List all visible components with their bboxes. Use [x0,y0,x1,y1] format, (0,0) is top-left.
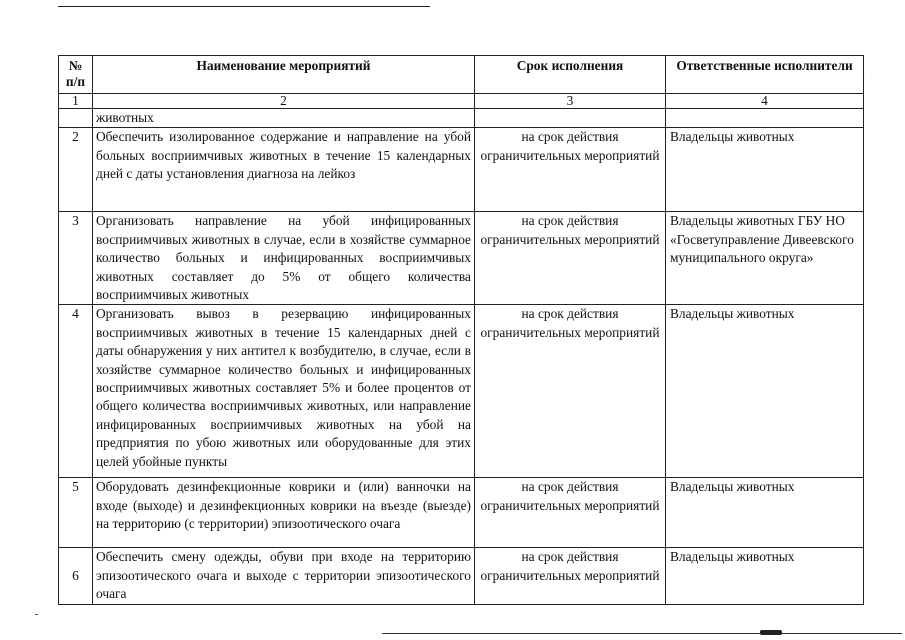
measure-cell: Оборудовать дезинфекционные коврики и (или) ванночки на входе (выходе) и дезинфекционных коврики на въезде (выезде) на территорию (с территории) эпизоотического очага [93,478,475,548]
term-cell: на срок действия ограничительных мероприятий [475,128,666,212]
term-cell: на срок действия ограничительных мероприятий [475,548,666,604]
margin-mark: : [862,70,866,82]
index-row [59,94,864,109]
table-row [59,548,864,604]
index-cell: 1 [59,94,93,109]
measure-cell: животных [93,109,475,128]
measures-table [58,55,864,605]
term-cell: на срок действия ограничительных мероприятий [475,478,666,548]
bottom-rule [382,633,902,634]
table-row [59,128,864,212]
measure-cell: Организовать вывоз в резервацию инфицированных восприимчивых животных в течение 15 календарных дней с даты обнаружения у них антител к возбудителю, в случае, если в хозяйстве суммарное количество больных и инфицированных восприимчивых животных составляет 5% и более процентов от общего количества восприимчивых животных, или направление инфицированных восприимчивых животных на убой на предприятия по убою животных или оборудованные для этих целей убойные пункты [93,305,475,478]
index-cell: 3 [475,94,666,109]
header-num: № п/п [59,56,93,94]
table-row [59,305,864,478]
term-cell: на срок действия ограничительных мероприятий [475,212,666,305]
term-cell [475,109,666,128]
header-resp: Ответственные исполнители [666,56,864,94]
num-cell: 3 [59,212,93,305]
measure-cell: Обеспечить изолированное содержание и направление на убой больных восприимчивых животных в течение 15 календарных дней с даты установления диагноза на лейкоз [93,128,475,212]
scan-mark [760,630,782,635]
header-term: Срок исполнения [475,56,666,94]
table-row-continuation [59,109,864,128]
index-cell: 4 [666,94,864,109]
top-rule [58,6,430,7]
measure-cell: Обеспечить смену одежды, обуви при входе на территорию эпизоотического очага и выходе с территории эпизоотического очага [93,548,475,604]
num-cell: 4 [59,305,93,478]
resp-cell: Владельцы животных ГБУ НО «Госветуправление Дивеевского муниципального округа» [666,212,864,305]
num-cell [59,109,93,128]
header-name: Наименование мероприятий [93,56,475,94]
resp-cell: Владельцы животных [666,128,864,212]
scan-speck [35,614,38,615]
resp-cell: Владельцы животных [666,548,864,604]
num-cell: 5 [59,478,93,548]
header-row [59,56,864,94]
measure-cell: Организовать направление на убой инфицированных восприимчивых животных в случае, если в хозяйстве суммарное количество больных и инфицированных восприимчивых животных составляет до 5% от общего количества восприимчивых животных [93,212,475,305]
resp-cell: Владельцы животных [666,305,864,478]
index-cell: 2 [93,94,475,109]
num-cell: 2 [59,128,93,212]
num-cell: 6 [59,548,93,604]
resp-cell [666,109,864,128]
term-cell: на срок действия ограничительных мероприятий [475,305,666,478]
resp-cell: Владельцы животных [666,478,864,548]
table-row [59,478,864,548]
table-row [59,212,864,305]
